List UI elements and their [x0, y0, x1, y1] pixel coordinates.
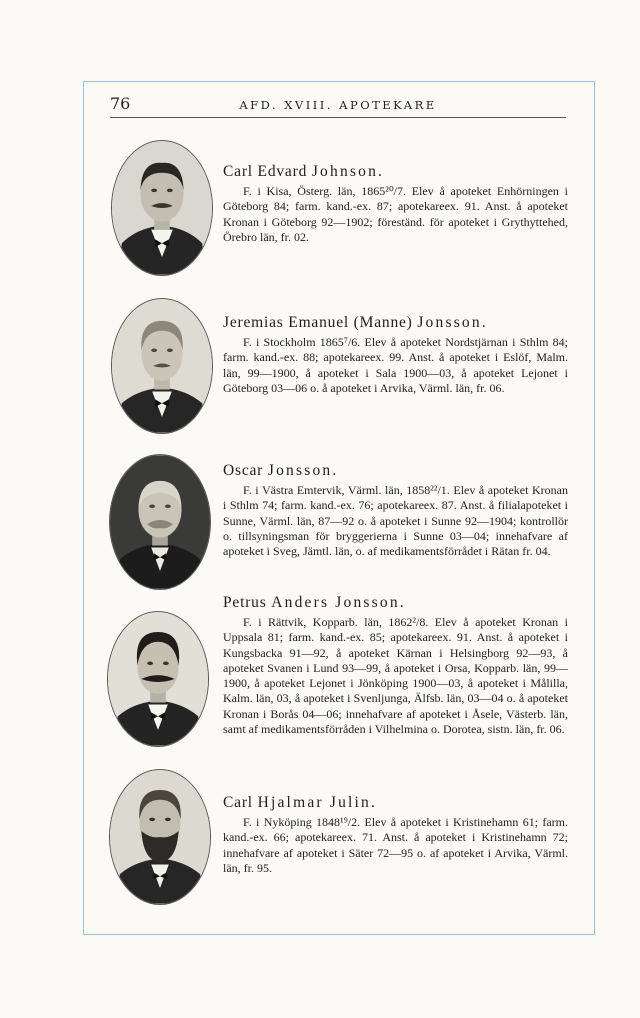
entry-given-name: Carl	[223, 794, 253, 811]
entry-biography: F. i Rättvik, Kopparb. län, 1862²/8. Elev å apoteket Kronan i Uppsala 81; farm. kand.-ex. 85; apotekareex. 91. Anst. å apoteket i Kungsbacka 91—92, å apoteket Kärnan i Helsingborg 92—93, å apoteket Svanen i Lund 93—99, å apoteket i Orsa, Kopparb. län, 99—1900, å apoteket Lejonet i Jönköping 1900—03, å apoteket i Målilla, Kalm. län, 03, å apoteket i Svenljunga, Älfsb. län, 03—04 o. å apoteket Kronan i Borås 04—06; innehafvare af apoteket i Åsele, Västerb. län, samt af medikamentsförråden i Vilhelmina o. Dorotea, sistn. län, fr. 06.	[223, 615, 568, 737]
entry-jeremias-emanuel-jonsson	[223, 314, 568, 396]
entry-carl-hjalmar-julin	[223, 794, 568, 876]
entry-surname: Hjalmar Julin.	[257, 794, 378, 811]
entry-biography: F. i Västra Emtervik, Värml. län, 1858²²/1. Elev å apoteket Kronan i Sthlm 74; farm. kand.-ex. 76; apotekareex. 87. Anst. å filialapoteket i Sunne, Värml. län, 87—92 o. å apoteket i Sunne 92—1904; kontrollör o. tillsyningsman för bryggerierna i Sunne 03—04; innehafvare af apoteket i Sveg, Jämtl. län, o. af medikamentsförrådet i Rätan fr. 04.	[223, 483, 568, 559]
entry-carl-edvard-johnson	[223, 163, 568, 245]
portrait-man-balding-icon	[109, 454, 211, 590]
header-rule	[110, 117, 566, 118]
entry-biography: F. i Stockholm 1865⁷/6. Elev å apoteket Nordstjärnan i Sthlm 84; farm. kand.-ex. 88; apotekareex. 99. Anst. å apoteket i Eslöf, Malm. län, 99—1900, å apoteket i Sala 1900—03, å apoteket Lejonet i Göteborg 03—06 o. å apoteket i Arvika, Värml. län, fr. 06.	[223, 335, 568, 395]
entry-given-name: Oscar	[223, 462, 264, 479]
entry-surname: Anders Jonsson.	[271, 594, 406, 611]
entry-given-name: Petrus	[223, 594, 267, 611]
portrait-man-light-hair-icon	[111, 298, 213, 434]
entry-petrus-anders-jonsson	[223, 594, 568, 737]
entry-oscar-jonsson	[223, 462, 568, 559]
section-title: AFD. XVIII. APOTEKARE	[239, 98, 437, 112]
entry-surname: Johnson.	[311, 163, 385, 180]
portrait-man-dark-hair-icon	[107, 611, 209, 747]
portrait-man-beard-icon	[109, 769, 211, 905]
entry-surname: Jonsson.	[417, 314, 488, 331]
page-number: 76	[110, 94, 131, 113]
entry-surname: Jonsson.	[267, 462, 339, 479]
entry-biography: F. i Kisa, Österg. län, 1865²⁰/7. Elev å apoteket Enhörningen i Göteborg 84; farm. kand.-ex. 87; apotekareex. 91. Anst. å apoteket Kronan i Göteborg 92—1902; föreständ. för apoteket i Grythyttehed, Örebro län, fr. 02.	[223, 184, 568, 244]
entry-given-name: Carl Edvard	[223, 163, 308, 180]
entry-given-name: Jeremias Emanuel (Manne)	[223, 314, 413, 331]
portrait-man-mustache-icon	[111, 140, 213, 276]
entry-biography: F. i Nyköping 1848¹⁹/2. Elev å apoteket i Kristinehamn 61; farm. kand.-ex. 66; apotekareex. 71. Anst. å apoteket i Kristinehamn 72; innehafvare af apoteket i Säter 72—95 o. af apoteket i Arvika, Värml. län, fr. 95.	[223, 815, 568, 875]
page-header	[110, 96, 566, 116]
